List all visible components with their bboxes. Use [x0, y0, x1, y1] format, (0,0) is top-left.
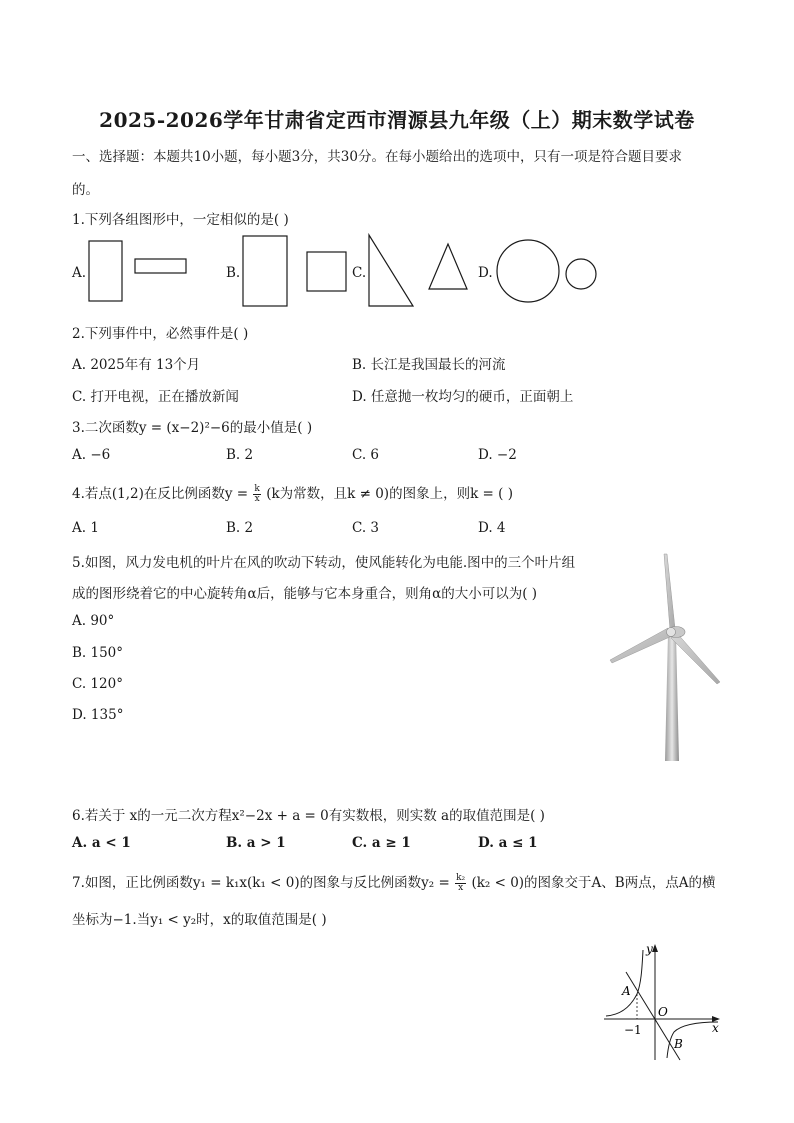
isosceles-triangle: [429, 244, 467, 289]
tick-label-minus-one: −1: [624, 1023, 642, 1037]
page-title: 2025-2026学年甘肃省定西市渭源县九年级（上）期末数学试卷: [99, 108, 695, 132]
q4-stem-end: (k为常数，且k ≠ 0)的图象上，则k = ( ): [266, 486, 513, 502]
wind-turbine-image: [604, 552, 726, 764]
q3-stem: 3.二次函数y = (x−2)²−6的最小值是( ): [72, 420, 313, 436]
q3-option-d: D. −2: [478, 447, 517, 463]
q3-option-b: B. 2: [226, 447, 254, 463]
q4-option-c: C. 3: [352, 520, 380, 536]
q1-option-d-label: D.: [478, 265, 493, 281]
q5-option-d: D. 135°: [72, 707, 124, 723]
q6-option-a: A. a < 1: [72, 835, 131, 851]
q7-stem-line1: [72, 871, 715, 893]
q1-figure-d: [494, 237, 602, 305]
rectangle: [243, 236, 287, 306]
section-instructions-line2: 的。: [72, 182, 99, 198]
q2-option-d: D. 任意抛一枚均匀的硬币，正面朝上: [352, 389, 574, 405]
x-axis-label: x: [712, 1021, 719, 1035]
q1-figure-b: [240, 233, 352, 309]
q7-function-graph: [600, 938, 726, 1064]
q2-option-a: A. 2025年有 13个月: [72, 357, 201, 373]
square: [307, 252, 346, 291]
q4-option-b: B. 2: [226, 520, 254, 536]
q3-option-a: A. −6: [72, 447, 111, 463]
turbine-blade-right: [671, 632, 720, 684]
y-axis-label: y: [646, 942, 653, 956]
q6-option-c: C. a ≥ 1: [352, 835, 411, 851]
turbine-blade-left: [610, 628, 672, 663]
point-b-label: B: [674, 1037, 683, 1051]
q4-option-a: A. 1: [72, 520, 99, 536]
wide-rectangle: [135, 259, 186, 273]
hyperbola-branch-upper: [606, 950, 643, 1016]
q1-option-b-label: B.: [226, 265, 241, 281]
point-a-label: A: [622, 984, 631, 998]
q1-figure-a: [86, 238, 196, 304]
turbine-hub: [667, 628, 676, 637]
q4-stem-start: 4.若点(1,2)在反比例函数y =: [72, 486, 249, 502]
q1-figure-c: [366, 232, 472, 310]
q7-stem-line2: 坐标为−1.当y₁ < y₂时，x的取值范围是( ): [72, 912, 327, 928]
origin-label: O: [658, 1005, 668, 1019]
q6-option-d: D. a ≤ 1: [478, 835, 538, 851]
q4-fraction-denominator: x: [254, 494, 260, 504]
q4-option-d: D. 4: [478, 520, 506, 536]
section-instructions-line1: 一、选择题：本题共10小题，每小题3分，共30分。在每小题给出的选项中，只有一项是符合题目要求: [72, 149, 682, 165]
turbine-tower: [665, 634, 679, 761]
q6-stem: 6.若关于 x的一元二次方程x²−2x + a = 0有实数根，则实数 a的取值范围是( ): [72, 808, 545, 824]
q6-option-b: B. a > 1: [226, 835, 286, 851]
proportional-function-line: [626, 972, 680, 1060]
q2-option-c: C. 打开电视，正在播放新闻: [72, 389, 239, 405]
turbine-blade-up: [664, 554, 675, 630]
q4-fraction: [253, 485, 260, 504]
q1-option-c-label: C.: [352, 265, 367, 281]
large-circle: [497, 240, 559, 302]
q1-stem: 1.下列各组图形中，一定相似的是( ): [72, 212, 289, 228]
q7-fraction-numerator: k₂: [456, 873, 466, 883]
tall-rectangle: [89, 241, 122, 301]
y-axis-arrow-icon: [652, 944, 658, 952]
q2-option-b: B. 长江是我国最长的河流: [352, 357, 506, 373]
q5-stem-line1: 5.如图，风力发电机的叶片在风的吹动下转动，使风能转化为电能.图中的三个叶片组: [72, 555, 576, 571]
q5-option-c: C. 120°: [72, 676, 123, 692]
q7-fraction-denominator: x: [458, 883, 464, 893]
q4-fraction-numerator: k: [254, 484, 260, 494]
q4-stem: [72, 482, 513, 504]
small-circle: [566, 259, 596, 289]
q1-option-a-label: A.: [72, 265, 87, 281]
q7-stem-end: (k₂ < 0)的图象交于A、B两点，点A的横: [471, 875, 716, 891]
q3-option-c: C. 6: [352, 447, 380, 463]
right-triangle: [369, 235, 413, 306]
q7-fraction: [455, 874, 466, 893]
q7-stem-start: 7.如图，正比例函数y₁ = k₁x(k₁ < 0)的图象与反比例函数y₂ =: [72, 875, 450, 891]
q2-stem: 2.下列事件中，必然事件是( ): [72, 326, 249, 342]
q5-option-a: A. 90°: [72, 613, 115, 629]
q5-stem-line2: 成的图形绕着它的中心旋转角α后，能够与它本身重合，则角α的大小可以为( ): [72, 586, 538, 602]
q5-option-b: B. 150°: [72, 645, 124, 661]
